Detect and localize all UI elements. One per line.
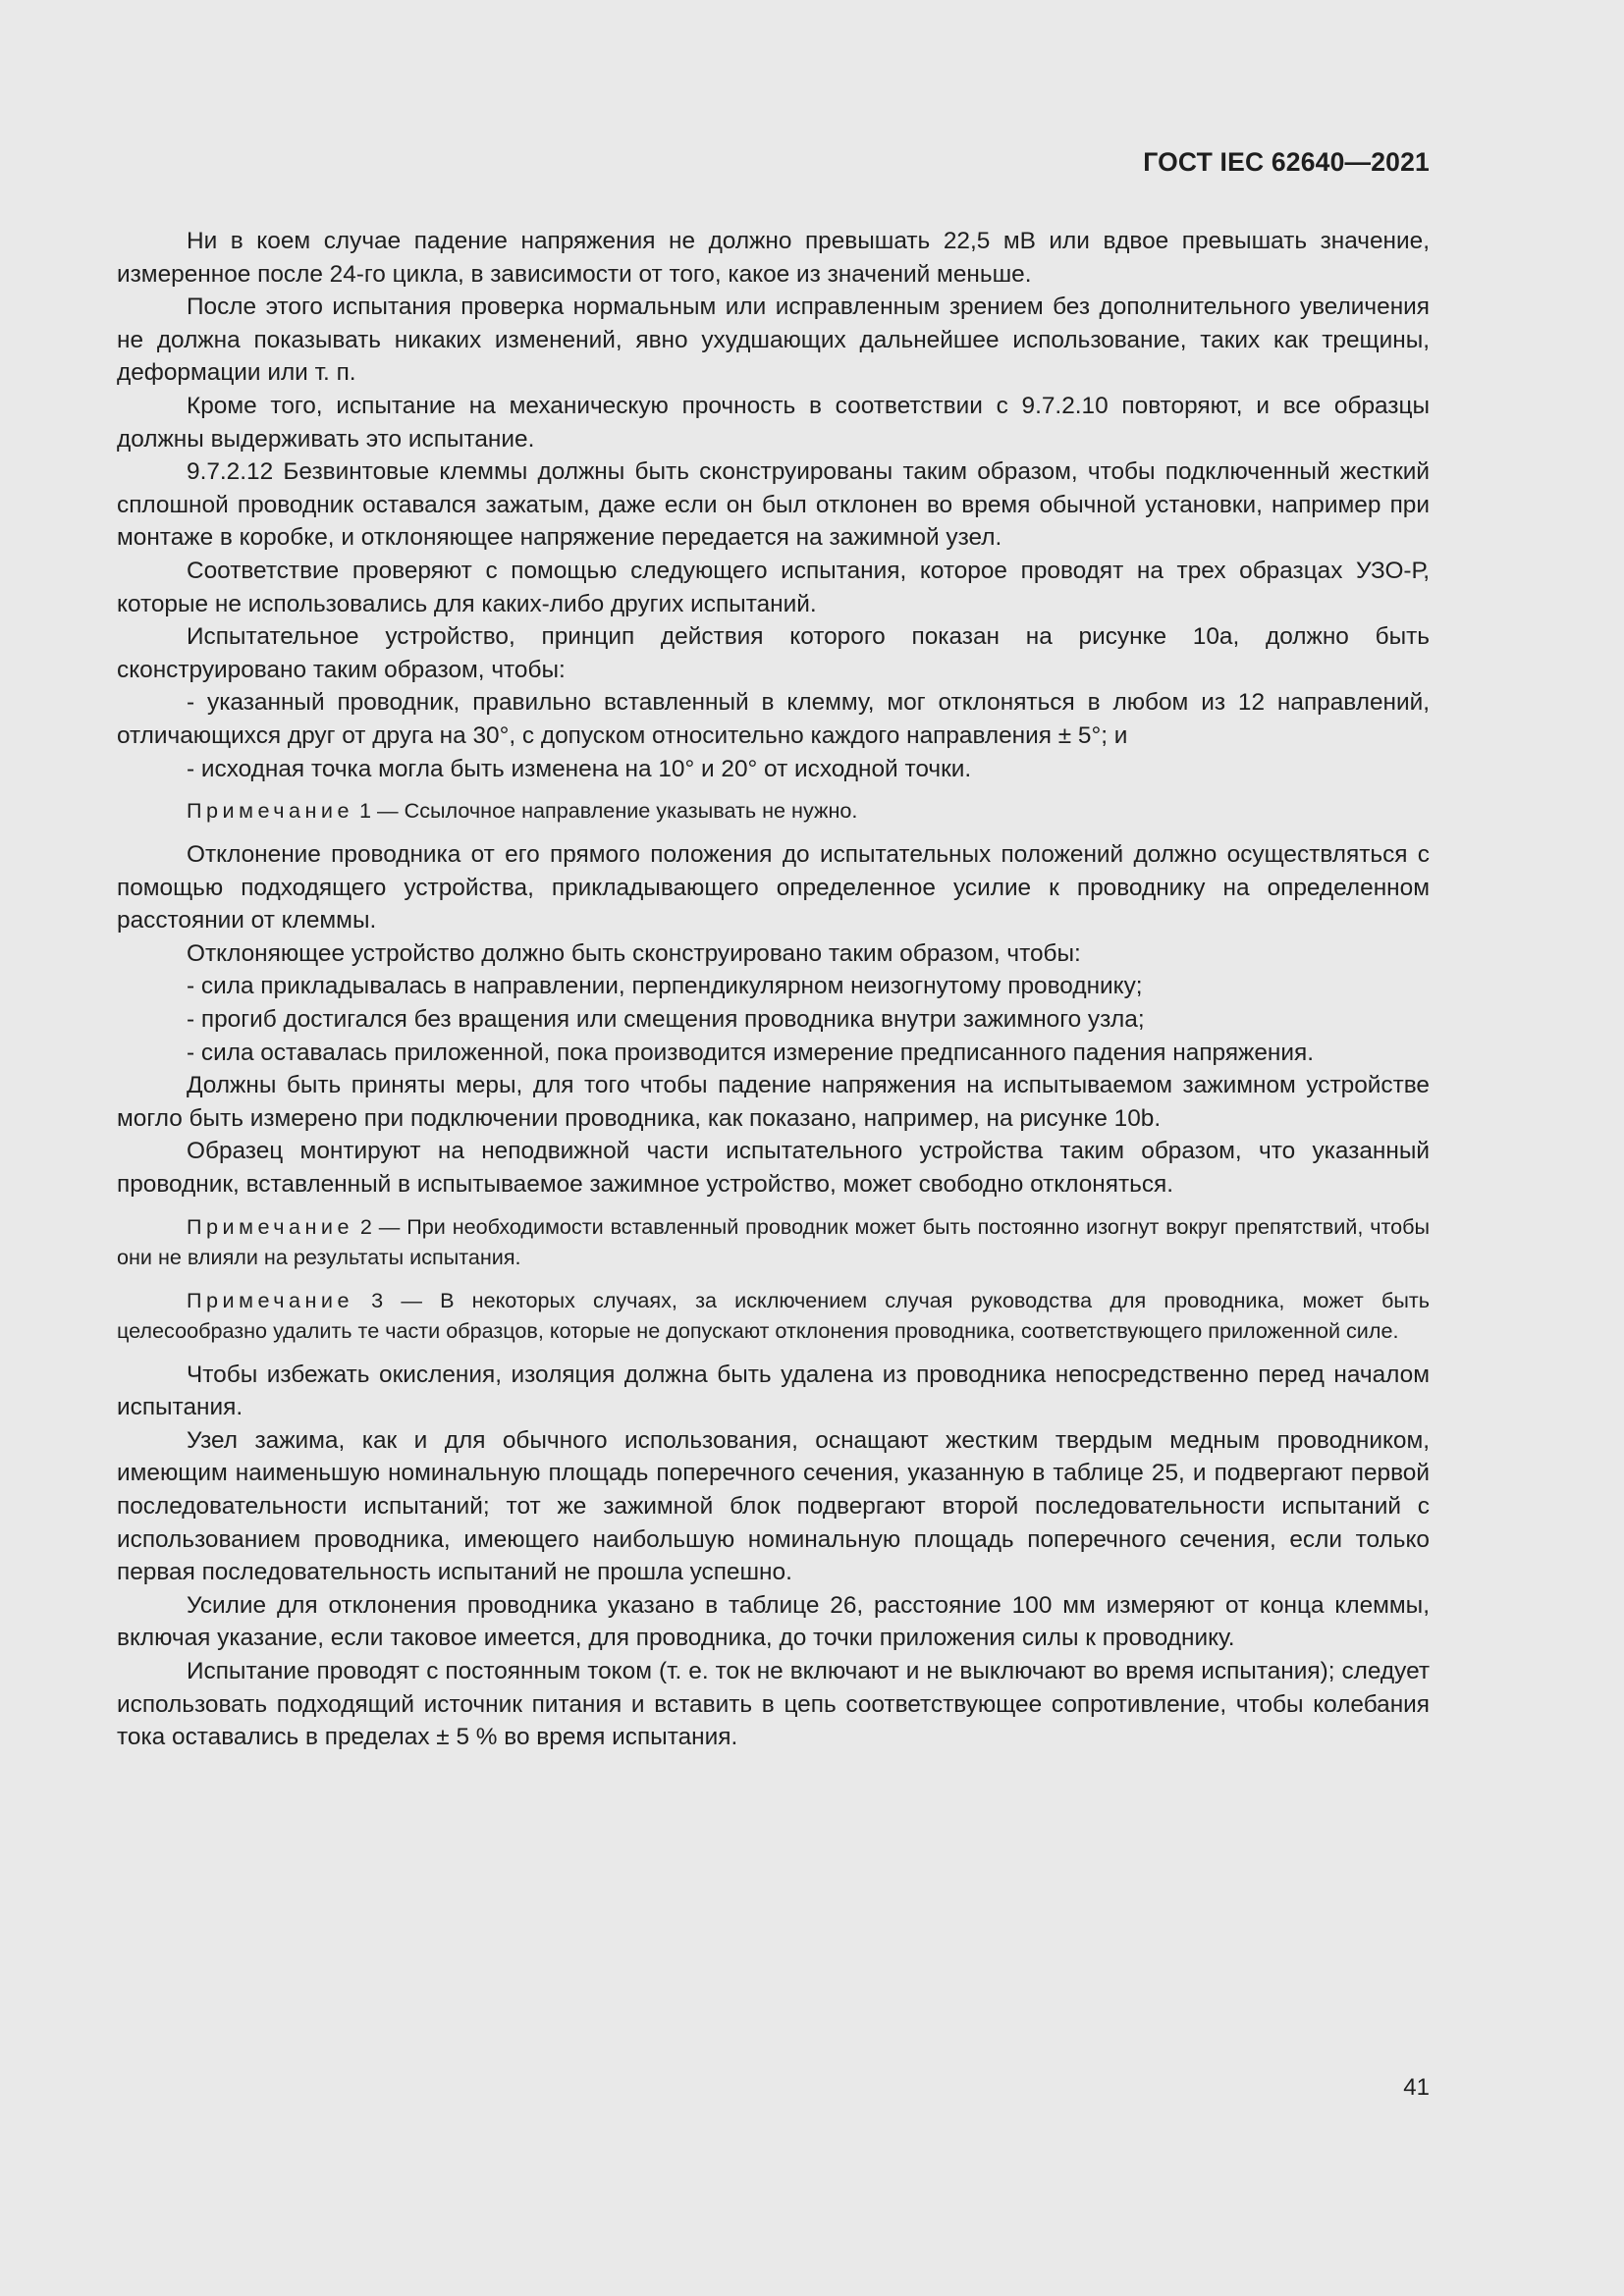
note-label: Примечание: [187, 1213, 353, 1239]
note-text: 2 — При необходимости вставленный проводник может быть постоянно изогнут вокруг препятствий, чтобы они не влияли на результаты испытания.: [117, 1213, 1430, 1269]
page-number: 41: [1403, 2074, 1430, 2101]
paragraph: Чтобы избежать окисления, изоляция должна быть удалена из проводника непосредственно перед началом испытания.: [117, 1361, 1430, 1421]
paragraph: Отклоняющее устройство должно быть сконструировано таким образом, чтобы:: [187, 939, 1081, 967]
list-item: - сила оставалась приложенной, пока производится измерение предписанного падения напряжения.: [187, 1039, 1314, 1066]
note-text: 1 — Ссылочное направление указывать не нужно.: [353, 798, 858, 824]
document-body: [117, 225, 1430, 1754]
paragraph: Отклонение проводника от его прямого положения до испытательных положений должно осуществляться с помощью подходящего устройства, прикладывающего определенное усилие к проводнику на определенном расстоянии от клеммы.: [117, 841, 1430, 934]
note-text: 3 — В некоторых случаях, за исключением случая руководства для проводника, может быть целесообразно удалить те части образцов, которые не допускают отклонения проводника, соответствующего приложенной силе.: [117, 1287, 1430, 1343]
note: [117, 1211, 1430, 1272]
paragraph: Испытательное устройство, принцип действия которого показан на рисунке 10а, должно быть сконструировано таким образом, чтобы:: [117, 623, 1430, 683]
note: [117, 1285, 1430, 1346]
list-item: - исходная точка могла быть изменена на 10° и 20° от исходной точки.: [187, 755, 972, 782]
paragraph: Должны быть приняты меры, для того чтобы падение напряжения на испытываемом зажимном устройстве могло быть измерено при подключении проводника, как показано, например, на рисунке 10b.: [117, 1072, 1430, 1132]
list-item: - сила прикладывалась в направлении, перпендикулярном неизогнутому проводнику;: [187, 973, 1143, 1000]
paragraph: Соответствие проверяют с помощью следующего испытания, которое проводят на трех образцах УЗО-Р, которые не использовались для каких-либо других испытаний.: [117, 557, 1430, 617]
paragraph: Испытание проводят с постоянным током (т. е. ток не включают и не выключают во время испытания); следует использовать подходящий источник питания и вставить в цепь соответствующее сопротивление, чтобы колебания тока оставались в пределах ± 5 % во время испытания.: [117, 1657, 1430, 1751]
paragraph: Узел зажима, как и для обычного использования, оснащают жестким твердым медным проводником, имеющим наименьшую номинальную площадь поперечного сечения, указанную в таблице 25, и подвергают первой последовательности испытаний; тот же зажимной блок подвергают второй последовательности испытаний с использованием проводника, имеющего наибольшую номинальную площадь поперечного сечения, если только первая последовательность испытаний не прошла успешно.: [117, 1426, 1430, 1586]
list-item: - указанный проводник, правильно вставленный в клемму, мог отклоняться в любом из 12 направлений, отличающихся друг от друга на 30°, с допуском относительно каждого направления ± 5°; и: [117, 689, 1430, 749]
document-header: ГОСТ IEC 62640—2021: [1143, 147, 1430, 177]
list-item: - прогиб достигался без вращения или смещения проводника внутри зажимного узла;: [187, 1006, 1145, 1034]
paragraph: 9.7.2.12 Безвинтовые клеммы должны быть сконструированы таким образом, чтобы подключенный жесткий сплошной проводник оставался зажатым, даже если он был отклонен во время обычной установки, например при монтаже в коробке, и отклоняющее напряжение передается на зажимной узел.: [117, 458, 1430, 552]
paragraph: Ни в коем случае падение напряжения не должно превышать 22,5 мВ или вдвое превышать значение, измеренное после 24-го цикла, в зависимости от того, какое из значений меньше.: [117, 228, 1430, 288]
paragraph: Усилие для отклонения проводника указано в таблице 26, расстояние 100 мм измеряют от конца клеммы, включая указание, если таковое имеется, для проводника, до точки приложения силы к проводнику.: [117, 1591, 1430, 1652]
note-label: Примечание: [187, 1287, 353, 1312]
paragraph: После этого испытания проверка нормальным или исправленным зрением без дополнительного увеличения не должна показывать никаких изменений, явно ухудшающих дальнейшее использование, таких как трещины, деформации или т. п.: [117, 294, 1430, 387]
note-label: Примечание: [187, 798, 353, 824]
note: [117, 795, 1430, 826]
paragraph: Образец монтируют на неподвижной части испытательного устройства таким образом, что указанный проводник, вставленный в испытываемое зажимное устройство, может свободно отклоняться.: [117, 1138, 1430, 1199]
paragraph: Кроме того, испытание на механическую прочность в соответствии с 9.7.2.10 повторяют, и все образцы должны выдерживать это испытание.: [117, 392, 1430, 453]
